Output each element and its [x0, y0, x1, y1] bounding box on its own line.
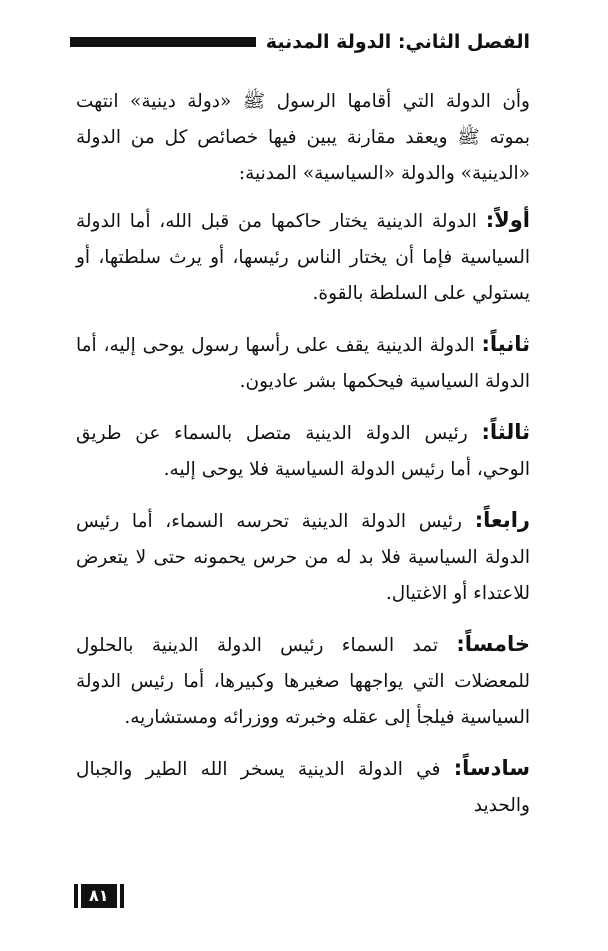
page-number-bar-right	[120, 884, 124, 908]
page-number-bar-left	[74, 884, 78, 908]
paragraph-text: في الدولة الدينية يسخر الله الطير والجبال والحديد	[76, 759, 530, 816]
point-lead: رابعاً:	[474, 508, 530, 532]
running-header	[70, 28, 530, 56]
point-paragraph-2	[76, 326, 530, 400]
paragraph-text: الدولة الدينية يختار حاكمها من قبل الله، أما الدولة السياسية فإما أن يختار الناس رئيسها، أو يرث سلطتها، أو يستولي على السلطة بالقوة.	[76, 211, 530, 304]
point-paragraph-5	[76, 626, 530, 736]
paragraph-text: رئيس الدولة الدينية تحرسه السماء، أما رئيس الدولة السياسية فلا بد له من حرس يحمونه حتى لا يتعرض للاعتداء أو الاغتيال.	[76, 511, 530, 604]
point-lead: ثانياً:	[481, 332, 530, 356]
point-lead: أولاً:	[485, 208, 530, 232]
chapter-title: الفصل الثاني: الدولة المدنية	[265, 31, 530, 53]
point-lead: خامساً:	[456, 632, 530, 656]
paragraph-text: تمد السماء رئيس الدولة الدينية بالحلول للمعضلات التي يواجهها صغيرها وكبيرها، أما رئيس الدولة السياسية فيلجأ إلى عقله وخبرته ووزرائه ومستشاريه.	[76, 635, 530, 728]
point-paragraph-6	[76, 750, 530, 824]
page-body	[76, 84, 530, 838]
point-paragraph-3	[76, 414, 530, 488]
point-paragraph-4	[76, 502, 530, 612]
intro-paragraph	[76, 84, 530, 192]
point-lead: سادساً:	[453, 756, 530, 780]
page-number: ٨١	[81, 884, 117, 908]
paragraph-text: الدولة الدينية يقف على رأسها رسول يوحى إليه، أما الدولة السياسية فيحكمها بشر عاديون.	[76, 335, 530, 392]
paragraph-text: وأن الدولة التي أقامها الرسول ﷺ «دولة دينية» انتهت بموته ﷺ ويعقد مقارنة يبين فيها خصائص كل من الدولة «الدينية» والدولة «السياسية» المدنية:	[76, 91, 530, 184]
paragraph-text: رئيس الدولة الدينية متصل بالسماء عن طريق الوحي، أما رئيس الدولة السياسية فلا يوحى إليه.	[76, 423, 530, 480]
header-rule	[70, 37, 256, 47]
page-number-footer	[74, 883, 124, 909]
point-paragraph-1	[76, 202, 530, 312]
point-lead: ثالثاً:	[481, 420, 530, 444]
